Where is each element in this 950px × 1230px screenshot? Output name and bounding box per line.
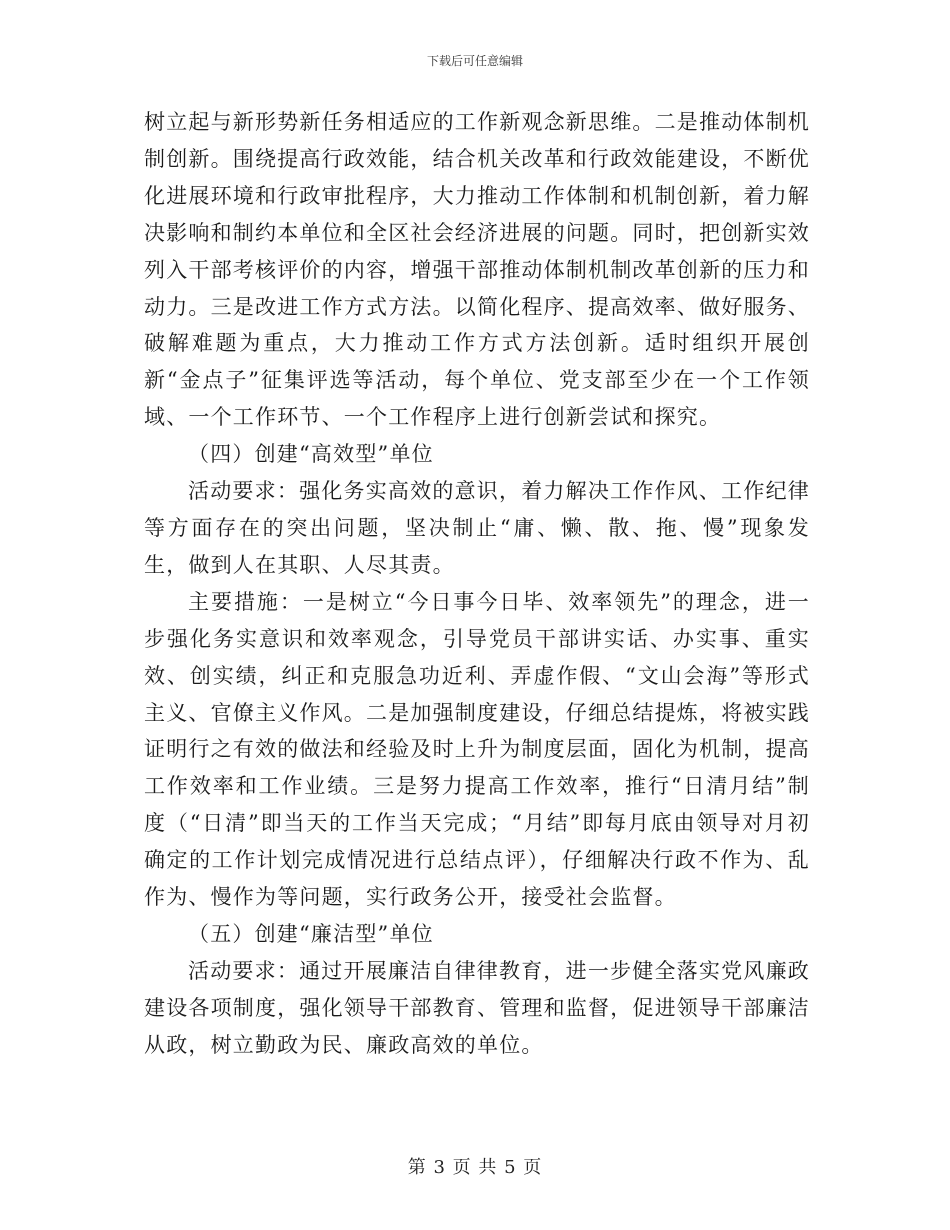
footer-page-number: 3	[433, 1157, 446, 1178]
document-body	[144, 104, 810, 1064]
section-heading-efficient-unit: （四）创建“高效型”单位	[188, 442, 434, 467]
footer-total-pages: 5	[504, 1157, 517, 1178]
page-footer	[0, 1153, 950, 1179]
body-paragraph-continuation: 树立起与新形势新任务相适应的工作新观念新思维。二是推动体制机制创新。围绕提高行政效能，结合机关改革和行政效能建设，不断优化进展环境和行政审批程序，大力推动工作体制和机制创新，着力解决影响和制约本单位和全区社会经济进展的问题。同时，把创新实效列入干部考核评价的内容，增强干部推动体制机制改革创新的压力和动力。三是改进工作方式方法。以简化程序、提高效率、做好服务、破解难题为重点，大力推动工作方式方法创新。适时组织开展创新“金点子”征集评选等活动，每个单位、党支部至少在一个工作领域、一个工作环节、一个工作程序上进行创新尝试和探究。	[144, 110, 810, 430]
footer-middle: 页 共	[452, 1157, 498, 1178]
body-paragraph-clean-requirements: 活动要求：通过开展廉洁自律律教育，进一步健全落实党风廉政建设各项制度，强化领导干部教育、管理和监督，促进领导干部廉洁从政，树立勤政为民、廉政高效的单位。	[144, 958, 810, 1057]
section-heading-clean-unit: （五）创建“廉洁型”单位	[188, 921, 434, 946]
footer-suffix: 页	[523, 1157, 543, 1178]
page-header: 下载后可任意编辑	[426, 54, 523, 68]
body-paragraph-activity-requirements: 活动要求：强化务实高效的意识，着力解决工作作风、工作纪律等方面存在的突出问题，坚决制止“庸、懒、散、拖、慢”现象发生，做到人在其职、人尽其责。	[144, 479, 810, 577]
footer-prefix: 第	[407, 1157, 427, 1178]
body-paragraph-main-measures: 主要措施：一是树立“今日事今日毕、效率领先”的理念，进一步强化务实意识和效率观念，引导党员干部讲实话、办实事、重实效、创实绩，纠正和克服急功近利、弄虚作假、“文山会海”等形式主义、官僚主义作风。二是加强制度建设，仔细总结提炼，将被实践证明行之有效的做法和经验及时上升为制度层面，固化为机制，提高工作效率和工作业绩。三是努力提高工作效率，推行“日清月结”制度（“日清”即当天的工作当天完成；“月结”即每月底由领导对月初确定的工作计划完成情况进行总结点评），仔细解决行政不作为、乱作为、慢作为等问题，实行政务公开，接受社会监督。	[144, 589, 810, 910]
